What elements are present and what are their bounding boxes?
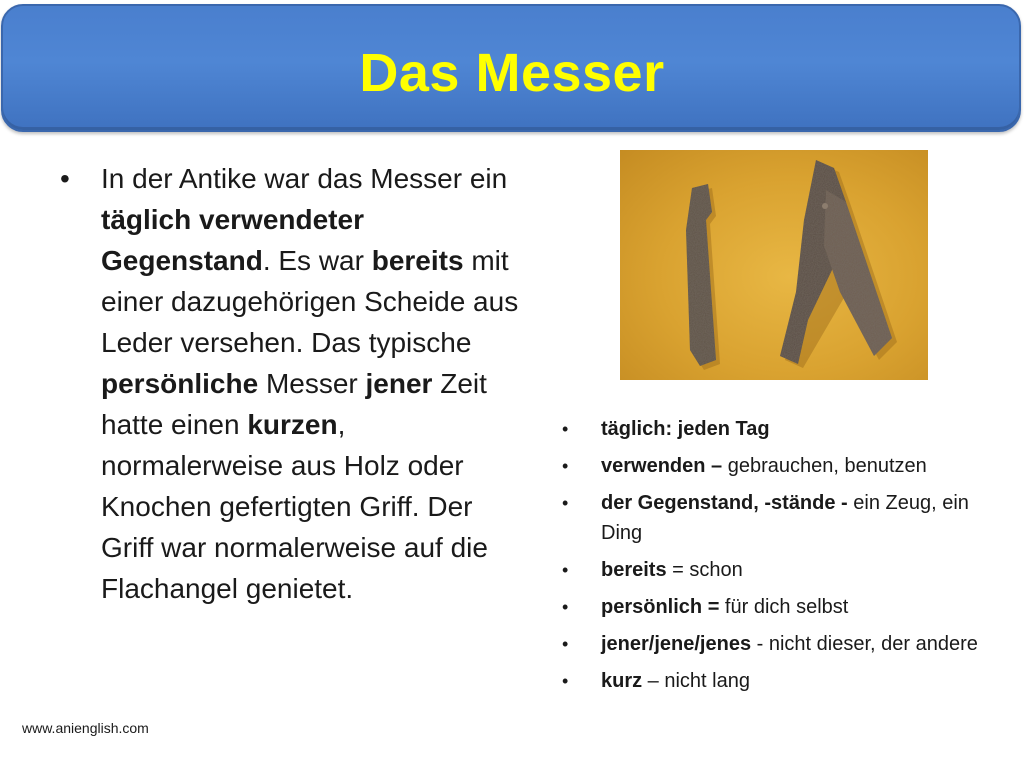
vocab-term: verwenden –	[601, 455, 723, 477]
slide-title: Das Messer	[359, 43, 665, 103]
vocab-definition: für dich selbst	[719, 596, 849, 618]
vocab-list	[562, 414, 992, 703]
vocab-item	[562, 451, 992, 481]
vocab-definition: ein Zeug, ein Ding	[601, 492, 969, 544]
bold-term: bereits	[371, 245, 464, 276]
footer-url: www.anienglish.com	[22, 720, 149, 736]
bold-term: kurzen	[247, 409, 338, 440]
vocab-item	[562, 555, 992, 585]
text-run: , normalerweise aus Holz oder Knochen gefertigten Griff. Der Griff war normalerweise auf die Flachangel genietet.	[101, 409, 488, 604]
text-run: . Es war	[262, 245, 372, 276]
vocab-definition: = schon	[666, 559, 743, 581]
bold-term: täglich verwendeter Gegenstand	[101, 204, 364, 276]
bold-term: jener	[365, 368, 433, 399]
vocab-item	[562, 414, 992, 444]
vocab-item	[562, 666, 992, 696]
vocab-definition: gebrauchen, benutzen	[722, 455, 927, 477]
knife-illustration	[620, 150, 928, 380]
text-run: In der Antike war das Messer ein	[101, 163, 508, 194]
text-run: Zeit hatte einen	[101, 368, 487, 440]
main-text-item	[60, 158, 530, 609]
vocab-term: persönlich =	[601, 596, 720, 618]
vocab-term: jener/jene/jenes	[601, 633, 752, 655]
vocab-term: der Gegenstand, -stände -	[601, 492, 848, 514]
vocab-item	[562, 488, 992, 548]
knife-photo	[620, 150, 928, 380]
vocab-term: täglich: jeden Tag	[601, 418, 770, 440]
vocab-term: bereits	[601, 559, 667, 581]
vocab-term: kurz	[601, 670, 643, 692]
vocab-definition: - nicht dieser, der andere	[751, 633, 978, 655]
vocab-item	[562, 629, 992, 659]
bold-term: persönliche	[101, 368, 259, 399]
text-run: mit einer dazugehörigen Scheide aus Leder versehen. Das typische	[101, 245, 519, 358]
text-run: Messer	[258, 368, 366, 399]
vocab-item	[562, 592, 992, 622]
right-handle	[824, 190, 892, 356]
main-text-list	[60, 158, 530, 609]
rivet-icon	[822, 203, 828, 209]
vocab-definition: – nicht lang	[642, 670, 750, 692]
